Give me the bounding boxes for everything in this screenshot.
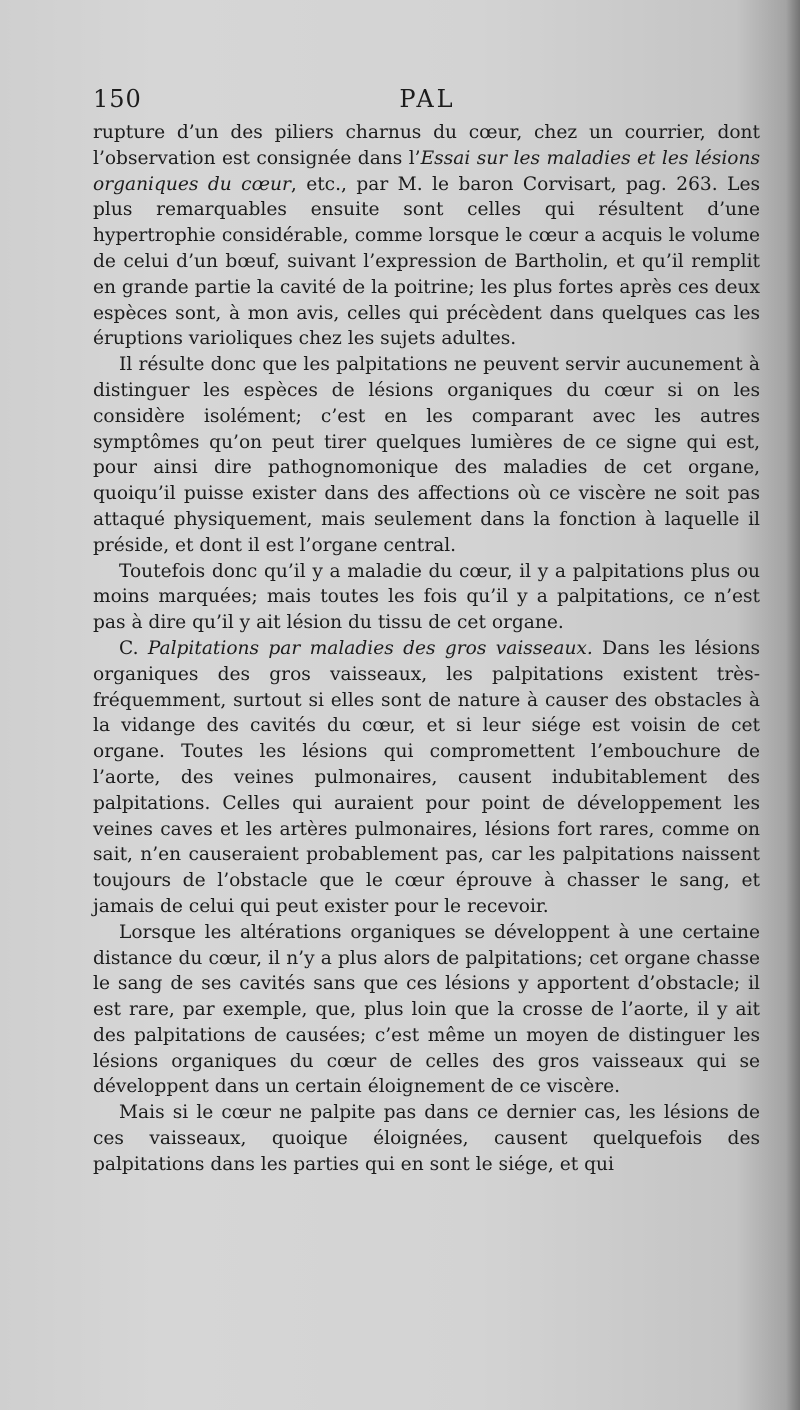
running-head: PAL	[399, 85, 456, 113]
section-heading: Palpitations par maladies des gros vaisseaux.	[147, 637, 593, 659]
section-letter: C.	[119, 637, 148, 659]
page-header	[93, 85, 762, 121]
text-run: rupture d’un des piliers charnus du cœur, chez un courrier, dont l’observation est consignée dans l’	[93, 122, 760, 169]
page-edge-shadow	[786, 0, 800, 1410]
paragraph-continuation	[93, 120, 760, 352]
text-run: Dans les lésions organiques des gros vaisseaux, les palpitations existent très-fréquemment, surtout si elles sont de nature à causer des obstacles à la vidange des cavités du cœur, et si leur siége est voisin de cet organe. Toutes les lésions qui compromettent l’embouchure de l’aorte, des veines pulmonaires, causent indubitablement des palpitations. Celles qui auraient pour point de développement les veines caves et les artères pulmonaires, lésions fort rares, comme on sait, n’en causeraient probablement pas, car les palpitations naissent toujours de l’obstacle que le cœur éprouve à chasser le sang, et jamais de celui qui peut exister pour le recevoir.	[93, 637, 760, 917]
book-title: Essai sur les maladies et les lésions organiques du cœur	[93, 147, 760, 195]
paragraph: Toutefois donc qu’il y a maladie du cœur, il y a palpitations plus ou moins marquées; mais toutes les fois qu’il y a palpitations, ce n’est pas à dire qu’il y ait lésion du tissu de cet organe.	[93, 560, 760, 634]
text-run: , etc., par M. le baron Corvisart, pag. 263. Les plus remarquables ensuite sont celles qui résultent d’une hypertrophie considérable, comme lorsque le cœur a acquis le volume de celui d’un bœuf, suivant l’expression de Bartholin, et qu’il remplit en grande partie la cavité de la poitrine; les plus fortes après ces deux espèces sont, à mon avis, celles qui précèdent dans quelques cas les éruptions varioliques chez les sujets adultes.	[93, 173, 761, 350]
paragraph-section-c	[93, 636, 760, 920]
paragraph: Il résulte donc que les palpitations ne peuvent servir aucunement à distinguer les espèces de lésions organiques du cœur si on les considère isolément; c’est en les comparant avec les autres symptômes qu’on peut tirer quelques lumières de ce signe qui est, pour ainsi dire pathognomonique des maladies de cet organe, quoiqu’il puisse exister dans des affections où ce viscère ne soit pas attaqué physiquement, mais seulement dans la fonction à laquelle il préside, et dont il est l’organe central.	[93, 354, 760, 556]
paragraph: Mais si le cœur ne palpite pas dans ce dernier cas, les lésions de ces vaisseaux, quoique éloignées, causent quelquefois des palpitations dans les parties qui en sont le siége, et qui	[93, 1102, 760, 1175]
page-number: 150	[93, 85, 142, 113]
paragraph: Lorsque les altérations organiques se développent à une certaine distance du cœur, il n’y a plus alors de palpitations; cet organe chasse le sang de ses cavités sans que ces lésions y apportent d’obstacle; il est rare, par exemple, que, plus loin que la crosse de l’aorte, il y ait des palpitations de causées; c’est même un moyen de distinguer les lésions organiques du cœur de celles des gros vaisseaux qui se développent dans un certain éloignement de ce viscère.	[93, 921, 760, 1098]
body-text	[93, 120, 760, 1178]
